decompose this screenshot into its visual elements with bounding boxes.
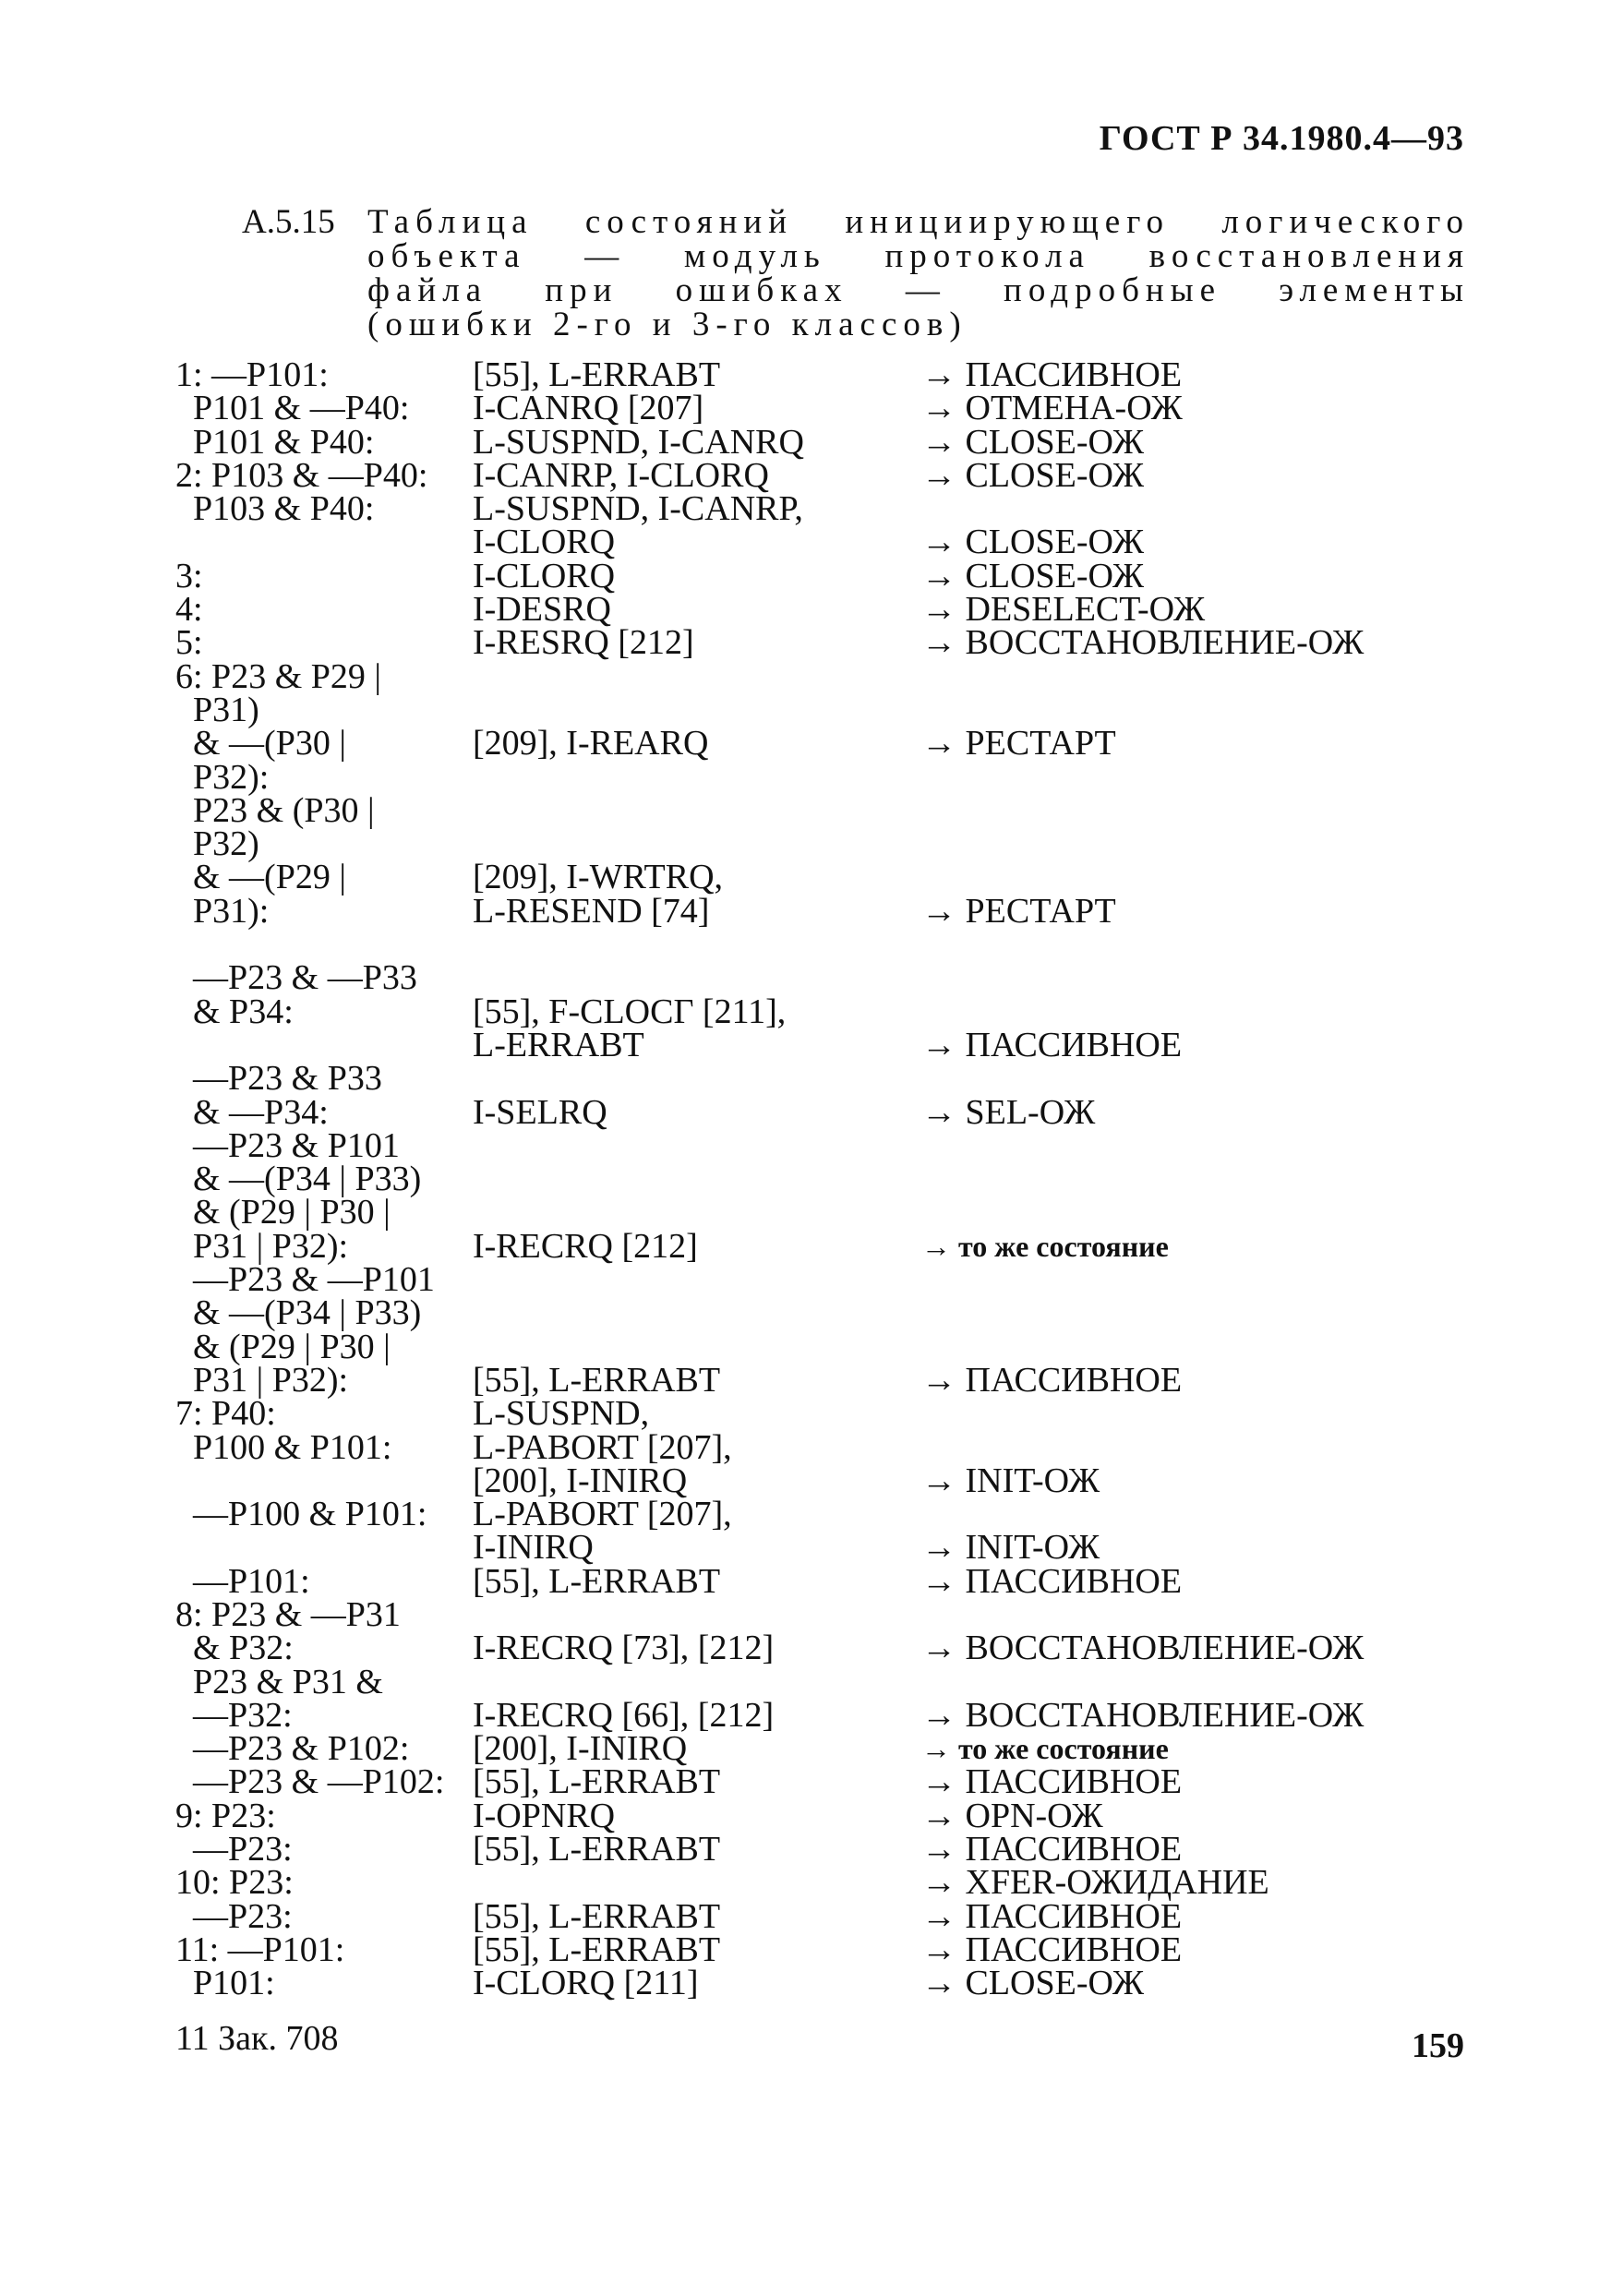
next-state-cell: → ПАССИВНОЕ (921, 1025, 1183, 1064)
action-cell: I-RECRQ [66], [212] (473, 1695, 775, 1735)
footer-order-number: 11 Зак. 708 (175, 2019, 339, 2058)
table-row (175, 1629, 1468, 1668)
action-cell: [55], F-CLOCГ [211], (473, 992, 787, 1031)
condition-cell: 7: P40: (175, 1394, 276, 1434)
next-state-cell: → ПАССИВНОЕ (921, 1762, 1183, 1802)
condition-cell: 6: P23 & P29 | (175, 656, 381, 696)
table-row (175, 422, 1468, 462)
condition-cell: P32): (175, 757, 270, 797)
table-row (175, 1495, 1468, 1534)
condition-cell: & —P34: (175, 1092, 329, 1132)
action-cell: [200], I-INIRQ (473, 1461, 688, 1500)
condition-cell: P101 & P40: (175, 422, 375, 462)
next-state-cell: → ПАССИВНОЕ (921, 1830, 1183, 1869)
action-cell: L-ERRABT (473, 1025, 644, 1064)
condition-cell: 11: —P101: (175, 1929, 345, 1969)
condition-cell: & —(P34 | P33) (175, 1160, 422, 1199)
condition-cell: 4: (175, 590, 203, 630)
condition-cell: & P34: (175, 992, 294, 1031)
table-row (175, 355, 1468, 394)
next-state-cell: → ВОССТАНОВЛЕНИЕ-ОЖ (921, 1695, 1365, 1735)
condition-cell: P31): (175, 891, 270, 931)
next-state-cell: → CLOSE-ОЖ (921, 1964, 1145, 2003)
condition-cell: —P23: (175, 1830, 293, 1869)
condition-cell: 2: P103 & —P40: (175, 455, 428, 495)
next-state-cell: → ПАССИВНОЕ (921, 355, 1183, 394)
table-row (175, 1662, 1468, 1701)
table-row (175, 992, 1468, 1031)
condition-cell: P103 & P40: (175, 489, 375, 529)
table-row (175, 1796, 1468, 1835)
table-row (175, 389, 1468, 428)
caption-line: файла при ошибках — подробные элементы (367, 271, 1470, 309)
action-cell: L-SUSPND, I-CANRP, (473, 489, 803, 529)
action-cell: I-RECRQ [73], [212] (473, 1629, 775, 1668)
table-row (175, 656, 1468, 696)
condition-cell: —P32: (175, 1695, 293, 1735)
next-state-cell: → OPN-ОЖ (921, 1796, 1103, 1835)
table-row (175, 1327, 1468, 1366)
condition-cell: P31 | P32): (175, 1226, 349, 1266)
condition-cell: —P23 & P101 (175, 1125, 400, 1165)
table-row (175, 1226, 1468, 1266)
table-row (175, 1059, 1468, 1099)
action-cell: [55], L-ERRABT (473, 1360, 721, 1400)
table-row (175, 790, 1468, 830)
next-state-cell: → CLOSE-ОЖ (921, 556, 1145, 595)
next-state-cell: → CLOSE-ОЖ (921, 523, 1145, 562)
action-cell: [55], L-ERRABT (473, 1762, 721, 1802)
table-row (175, 858, 1468, 897)
table-row (175, 1160, 1468, 1199)
table-row (175, 958, 1468, 998)
table-row (175, 1193, 1468, 1232)
table-row (175, 1896, 1468, 1936)
action-cell: I-OPNRQ (473, 1796, 616, 1835)
condition-cell: 9: P23: (175, 1796, 276, 1835)
action-cell: I-SELRQ (473, 1092, 607, 1132)
condition-cell: P100 & P101: (175, 1427, 392, 1467)
table-row (175, 1260, 1468, 1300)
table-row (175, 1695, 1468, 1735)
next-state-cell: → INIT-ОЖ (921, 1528, 1100, 1568)
next-state-cell: → INIT-ОЖ (921, 1461, 1100, 1500)
action-cell: [55], L-ERRABT (473, 1561, 721, 1601)
action-cell: [55], L-ERRABT (473, 355, 721, 394)
action-cell: I-RESRQ [212] (473, 623, 694, 663)
action-cell: I-CANRQ [207] (473, 389, 704, 428)
condition-cell: 5: (175, 623, 203, 663)
action-cell: I-RECRQ [212] (473, 1226, 698, 1266)
condition-cell: —P23: (175, 1896, 293, 1936)
condition-cell: P23 & P31 & (175, 1662, 383, 1701)
condition-cell: —P23 & —P33 (175, 958, 417, 998)
table-row (175, 690, 1468, 729)
next-state-cell: → ВОССТАНОВЛЕНИЕ-ОЖ (921, 1629, 1365, 1668)
table-row (175, 891, 1468, 931)
table-row (175, 724, 1468, 763)
condition-cell: & —(P34 | P33) (175, 1293, 422, 1333)
next-state-cell: → CLOSE-ОЖ (921, 455, 1145, 495)
next-state-cell: → ПАССИВНОЕ (921, 1561, 1183, 1601)
action-cell: I-DESRQ (473, 590, 611, 630)
condition-cell: 10: P23: (175, 1863, 294, 1903)
condition-cell: —P23 & P102: (175, 1729, 410, 1769)
action-cell: L-RESEND [74] (473, 891, 710, 931)
table-row (175, 455, 1468, 495)
action-cell: [200], I-INIRQ (473, 1729, 688, 1769)
table-row (175, 1729, 1468, 1769)
action-cell: L-SUSPND, I-CANRQ (473, 422, 804, 462)
table-row (175, 1025, 1468, 1064)
next-state-cell: → то же состояние (921, 1229, 1169, 1263)
condition-cell: —P101: (175, 1561, 310, 1601)
action-cell: I-CLORQ [211] (473, 1964, 699, 2003)
next-state-cell: → CLOSE-ОЖ (921, 422, 1145, 462)
document-header: ГОСТ Р 34.1980.4—93 (1099, 119, 1464, 158)
condition-cell: P101 & —P40: (175, 389, 410, 428)
table-row (175, 489, 1468, 529)
table-caption (242, 205, 1470, 342)
table-row (175, 1964, 1468, 2003)
condition-cell: 1: —P101: (175, 355, 329, 394)
condition-cell: & P32: (175, 1629, 294, 1668)
table-row (175, 824, 1468, 864)
caption-text (367, 205, 1470, 342)
next-state-cell: → ПАССИВНОЕ (921, 1360, 1183, 1400)
condition-cell: —P23 & P33 (175, 1059, 382, 1099)
table-row (175, 1762, 1468, 1802)
state-table (175, 355, 1468, 2003)
condition-cell: —P23 & —P102: (175, 1762, 445, 1802)
table-row (175, 1561, 1468, 1601)
action-cell: I-CLORQ (473, 556, 616, 595)
next-state-cell: → XFER-ОЖИДАНИЕ (921, 1863, 1269, 1903)
action-cell: L-SUSPND, (473, 1394, 650, 1434)
table-row (175, 1293, 1468, 1333)
action-cell: [209], I-WRTRQ, (473, 858, 724, 897)
table-row (175, 1830, 1468, 1869)
table-row (175, 1092, 1468, 1132)
next-state-cell: → DESELECT-ОЖ (921, 590, 1206, 630)
condition-cell: —P100 & P101: (175, 1495, 427, 1534)
table-row (175, 1929, 1468, 1969)
condition-cell: P31 | P32): (175, 1360, 349, 1400)
next-state-cell: → то же состояние (921, 1732, 1169, 1766)
caption-number: А.5.15 (242, 203, 335, 241)
table-row (175, 1360, 1468, 1400)
table-row (175, 590, 1468, 630)
caption-line: (ошибки 2-го и 3-го классов) (367, 306, 968, 343)
table-row (175, 757, 1468, 797)
table-row (175, 1528, 1468, 1568)
action-cell: I-CANRP, I-CLORQ (473, 455, 769, 495)
table-row (175, 623, 1468, 663)
action-cell: [209], I-REARQ (473, 724, 709, 763)
next-state-cell: → ОТМЕНА-ОЖ (921, 389, 1183, 428)
action-cell: L-PABORT [207], (473, 1495, 732, 1534)
table-row (175, 1594, 1468, 1634)
next-state-cell: → РЕСТАРТ (921, 891, 1116, 931)
action-cell: [55], L-ERRABT (473, 1929, 721, 1969)
condition-cell: P32) (175, 824, 259, 864)
table-row (175, 523, 1468, 562)
action-cell: [55], L-ERRABT (473, 1830, 721, 1869)
table-row (175, 1125, 1468, 1165)
table-row (175, 1427, 1468, 1467)
table-row (175, 1461, 1468, 1500)
table-row (175, 928, 1468, 961)
next-state-cell: → ПАССИВНОЕ (921, 1929, 1183, 1969)
next-state-cell: → ВОССТАНОВЛЕНИЕ-ОЖ (921, 623, 1365, 663)
condition-cell: & —(P29 | (175, 858, 346, 897)
caption-line: объекта — модуль протокола восстановления (367, 237, 1470, 275)
condition-cell: —P23 & —P101 (175, 1260, 435, 1300)
condition-cell: P31) (175, 690, 259, 729)
condition-cell: 3: (175, 556, 203, 595)
table-row (175, 556, 1468, 595)
condition-cell: & —(P30 | (175, 724, 346, 763)
next-state-cell: → ПАССИВНОЕ (921, 1896, 1183, 1936)
action-cell: I-CLORQ (473, 523, 616, 562)
condition-cell: 8: P23 & —P31 (175, 1594, 401, 1634)
condition-cell: P23 & (P30 | (175, 790, 375, 830)
caption-line: Таблица состояний инициирующего логического (367, 203, 1470, 241)
condition-cell: & (P29 | P30 | (175, 1193, 391, 1232)
next-state-cell: → РЕСТАРТ (921, 724, 1116, 763)
table-row (175, 1394, 1468, 1434)
action-cell: [55], L-ERRABT (473, 1896, 721, 1936)
action-cell: I-INIRQ (473, 1528, 594, 1568)
page-number: 159 (1412, 2026, 1464, 2065)
action-cell: L-PABORT [207], (473, 1427, 732, 1467)
next-state-cell: → SEL-ОЖ (921, 1092, 1096, 1132)
condition-cell: P101: (175, 1964, 275, 2003)
table-row (175, 1863, 1468, 1903)
condition-cell: & (P29 | P30 | (175, 1327, 391, 1366)
